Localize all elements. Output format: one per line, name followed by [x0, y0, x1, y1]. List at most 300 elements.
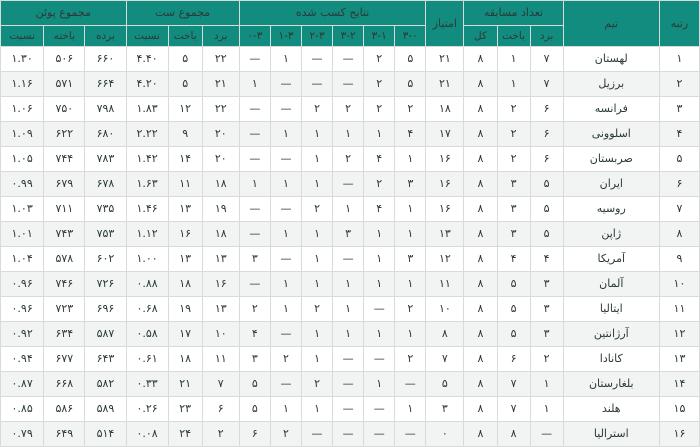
cell-team: صربستان — [563, 147, 659, 172]
cell-result-2-3: ۱ — [302, 172, 333, 197]
cell-result-0-3: ۲ — [239, 297, 270, 322]
cell-points-win: ۷۳۵ — [85, 197, 126, 222]
cell-result-0-3: ۳ — [239, 347, 270, 372]
cell-result-3-1: ۴ — [364, 197, 395, 222]
cell-sets-ratio: ۴.۲۰ — [126, 72, 168, 97]
cell-points-ratio: ۱.۰۵ — [1, 147, 44, 172]
cell-matches-win: ۲ — [530, 347, 563, 372]
cell-matches-loss: ۶ — [497, 347, 530, 372]
cell-points-win: ۶۶۴ — [85, 72, 126, 97]
cell-matches-win: ۱ — [530, 372, 563, 397]
cell-points-ratio: ۰.۸۷ — [1, 372, 44, 397]
col-header-results-group: نتایج کسب شده — [239, 1, 426, 26]
cell-sets-loss: ۱۶ — [168, 222, 202, 247]
cell-result-1-3: ۱ — [270, 122, 301, 147]
cell-result-3-1: ۱ — [364, 247, 395, 272]
cell-points-loss: ۶۳۴ — [44, 322, 85, 347]
cell-matches-total: ۸ — [464, 397, 497, 422]
cell-points: ۰ — [426, 422, 464, 447]
cell-points-loss: ۶۷۷ — [44, 347, 85, 372]
cell-result-2-3: ۲ — [302, 197, 333, 222]
cell-points: ۳ — [426, 397, 464, 422]
cell-matches-win: ۷ — [530, 47, 563, 72]
cell-rank: ۱۳ — [659, 347, 699, 372]
col-header-matches-group: تعداد مسابقه — [464, 1, 563, 26]
cell-matches-total: ۸ — [464, 97, 497, 122]
cell-result-3-2: — — [333, 397, 364, 422]
cell-points: ۱۲ — [426, 247, 464, 272]
cell-result-0-3: — — [239, 272, 270, 297]
cell-result-0-3: ۵ — [239, 397, 270, 422]
cell-result-1-3: ۱ — [270, 397, 301, 422]
cell-sets-ratio: ۲.۲۲ — [126, 122, 168, 147]
cell-result-2-3: — — [302, 47, 333, 72]
cell-result-3-2: ۱ — [333, 197, 364, 222]
cell-result-3-1: ۱ — [364, 272, 395, 297]
cell-points-win: ۶۸۰ — [85, 122, 126, 147]
cell-team: آمریکا — [563, 247, 659, 272]
cell-matches-loss: ۲ — [497, 97, 530, 122]
cell-result-3-0: ۱ — [395, 222, 426, 247]
col-header-points-ratio: نسبت — [1, 26, 44, 47]
cell-result-2-3: ۱ — [302, 122, 333, 147]
cell-matches-loss: ۷ — [497, 397, 530, 422]
cell-points-loss: ۵۰۶ — [44, 47, 85, 72]
cell-sets-ratio: ۱.۴۶ — [126, 197, 168, 222]
cell-points-ratio: ۱.۰۱ — [1, 222, 44, 247]
cell-sets-win: ۲۲ — [202, 47, 239, 72]
cell-points-win: ۵۸۷ — [85, 322, 126, 347]
cell-result-3-0: ۱ — [395, 397, 426, 422]
table-row — [1, 72, 700, 97]
cell-result-3-2: — — [333, 47, 364, 72]
cell-points-loss: ۷۱۱ — [44, 197, 85, 222]
cell-result-3-2: — — [333, 247, 364, 272]
cell-result-3-2: — — [333, 422, 364, 447]
cell-result-2-3: ۱ — [302, 397, 333, 422]
cell-matches-total: ۸ — [464, 47, 497, 72]
cell-rank: ۱۵ — [659, 397, 699, 422]
cell-result-3-2: ۱ — [333, 322, 364, 347]
cell-matches-loss: ۳ — [497, 197, 530, 222]
cell-result-3-1: — — [364, 347, 395, 372]
cell-points-win: ۶۴۳ — [85, 347, 126, 372]
cell-result-3-2: ۳ — [333, 222, 364, 247]
cell-team: ژاپن — [563, 222, 659, 247]
cell-team: اسلوونی — [563, 122, 659, 147]
cell-points-loss: ۶۶۸ — [44, 372, 85, 397]
cell-sets-ratio: ۱.۸۳ — [126, 97, 168, 122]
cell-sets-win: ۲ — [202, 422, 239, 447]
cell-sets-win: ۷ — [202, 372, 239, 397]
col-header-points: امتیاز — [426, 1, 464, 47]
cell-sets-ratio: ۱.۴۲ — [126, 147, 168, 172]
cell-result-0-3: — — [239, 147, 270, 172]
cell-sets-ratio: ۰.۳۳ — [126, 372, 168, 397]
cell-sets-ratio: ۱.۱۲ — [126, 222, 168, 247]
cell-points-win: ۷۵۳ — [85, 222, 126, 247]
cell-sets-loss: ۲۴ — [168, 422, 202, 447]
cell-points-ratio: ۱.۰۳ — [1, 197, 44, 222]
cell-points-ratio: ۰.۹۲ — [1, 322, 44, 347]
cell-matches-win: ۳ — [530, 322, 563, 347]
cell-sets-ratio: ۱.۰۰ — [126, 247, 168, 272]
cell-points: ۱۶ — [426, 197, 464, 222]
col-header-matches-win: برد — [530, 26, 563, 47]
cell-rank: ۲ — [659, 72, 699, 97]
cell-team: روسیه — [563, 197, 659, 222]
cell-result-1-3: ۲ — [270, 347, 301, 372]
cell-result-3-1: ۲ — [364, 172, 395, 197]
cell-points-win: ۷۲۶ — [85, 272, 126, 297]
table-row — [1, 347, 700, 372]
cell-matches-loss: ۱ — [497, 47, 530, 72]
cell-points-ratio: ۰.۹۹ — [1, 172, 44, 197]
cell-sets-win: ۶ — [202, 397, 239, 422]
cell-sets-ratio: ۴.۴۰ — [126, 47, 168, 72]
header-row-groups — [1, 1, 700, 26]
table-row — [1, 372, 700, 397]
cell-result-2-3: — — [302, 422, 333, 447]
cell-sets-loss: ۱۳ — [168, 197, 202, 222]
cell-result-2-3: ۲ — [302, 372, 333, 397]
table-row — [1, 172, 700, 197]
cell-result-3-1: — — [364, 297, 395, 322]
cell-result-3-0: ۲ — [395, 97, 426, 122]
cell-result-3-1: ۱ — [364, 372, 395, 397]
cell-rank: ۶ — [659, 172, 699, 197]
cell-rank: ۳ — [659, 97, 699, 122]
cell-result-3-0: ۲ — [395, 297, 426, 322]
cell-result-2-3: ۱ — [302, 322, 333, 347]
cell-matches-win: ۱ — [530, 397, 563, 422]
table-row — [1, 97, 700, 122]
cell-result-2-3: — — [302, 72, 333, 97]
cell-sets-win: ۱۰ — [202, 322, 239, 347]
cell-result-3-2: ۱ — [333, 272, 364, 297]
cell-result-3-0: — — [395, 422, 426, 447]
cell-result-2-3: ۱ — [302, 247, 333, 272]
cell-sets-loss: ۲۱ — [168, 372, 202, 397]
cell-rank: ۸ — [659, 222, 699, 247]
col-header-result-1-3: ۱-۳ — [270, 26, 301, 47]
cell-result-1-3: ۱ — [270, 172, 301, 197]
cell-sets-win: ۱۹ — [202, 197, 239, 222]
cell-result-0-3: ۱ — [239, 172, 270, 197]
cell-result-3-1: — — [364, 397, 395, 422]
cell-points: ۱۰ — [426, 297, 464, 322]
cell-matches-win: ۶ — [530, 147, 563, 172]
cell-rank: ۱۴ — [659, 372, 699, 397]
cell-points-ratio: ۱.۰۴ — [1, 247, 44, 272]
cell-result-3-2: ۱ — [333, 297, 364, 322]
cell-matches-total: ۸ — [464, 322, 497, 347]
cell-sets-loss: ۱۲ — [168, 97, 202, 122]
cell-result-1-3: ۱ — [270, 272, 301, 297]
cell-result-1-3: — — [270, 322, 301, 347]
cell-points: ۱۷ — [426, 122, 464, 147]
col-header-points-loss: باخته — [44, 26, 85, 47]
table-row — [1, 122, 700, 147]
col-header-points-win: برده — [85, 26, 126, 47]
cell-matches-loss: ۱ — [497, 72, 530, 97]
cell-result-2-3: ۲ — [302, 97, 333, 122]
cell-result-3-0: ۱ — [395, 197, 426, 222]
cell-matches-total: ۸ — [464, 72, 497, 97]
cell-matches-win: ۵ — [530, 197, 563, 222]
cell-rank: ۵ — [659, 147, 699, 172]
cell-matches-win: ۳ — [530, 272, 563, 297]
cell-sets-win: ۱۱ — [202, 347, 239, 372]
cell-rank: ۱۲ — [659, 322, 699, 347]
col-header-sets-win: برد — [202, 26, 239, 47]
cell-points-ratio: ۰.۹۴ — [1, 347, 44, 372]
cell-team: لهستان — [563, 47, 659, 72]
cell-result-2-3: ۱ — [302, 147, 333, 172]
table-body — [1, 47, 700, 447]
cell-rank: ۱۶ — [659, 422, 699, 447]
cell-points: ۷ — [426, 347, 464, 372]
cell-result-3-2: ۲ — [333, 97, 364, 122]
cell-points-loss: ۷۴۶ — [44, 272, 85, 297]
cell-result-3-0: ۱ — [395, 322, 426, 347]
cell-result-1-3: — — [270, 247, 301, 272]
cell-points: ۱۸ — [426, 97, 464, 122]
cell-rank: ۹ — [659, 247, 699, 272]
cell-matches-total: ۸ — [464, 122, 497, 147]
cell-matches-total: ۸ — [464, 172, 497, 197]
cell-points-loss: ۵۷۱ — [44, 72, 85, 97]
cell-result-3-0: ۳ — [395, 247, 426, 272]
cell-result-2-3: ۲ — [302, 297, 333, 322]
table-row — [1, 222, 700, 247]
cell-result-3-2: — — [333, 372, 364, 397]
cell-matches-total: ۸ — [464, 372, 497, 397]
cell-result-3-2: — — [333, 347, 364, 372]
cell-sets-win: ۱۶ — [202, 272, 239, 297]
cell-sets-loss: ۵ — [168, 72, 202, 97]
cell-points-ratio: ۱.۳۰ — [1, 47, 44, 72]
cell-matches-win: ۴ — [530, 247, 563, 272]
cell-matches-win: ۶ — [530, 97, 563, 122]
cell-points: ۱۱ — [426, 272, 464, 297]
cell-matches-win: ۳ — [530, 297, 563, 322]
cell-result-1-3: — — [270, 372, 301, 397]
cell-points-ratio: ۱.۰۶ — [1, 97, 44, 122]
cell-points-win: ۶۶۰ — [85, 47, 126, 72]
cell-sets-ratio: ۰.۶۱ — [126, 347, 168, 372]
cell-result-3-0: ۱ — [395, 147, 426, 172]
cell-matches-loss: ۷ — [497, 372, 530, 397]
cell-points: ۱۶ — [426, 172, 464, 197]
col-header-result-3-0: ۳-۰ — [395, 26, 426, 47]
cell-points-win: ۶۰۲ — [85, 247, 126, 272]
cell-sets-win: ۱۸ — [202, 172, 239, 197]
cell-result-0-3: ۳ — [239, 247, 270, 272]
cell-result-3-2: — — [333, 72, 364, 97]
cell-matches-win: ۵ — [530, 172, 563, 197]
cell-result-0-3: — — [239, 222, 270, 247]
cell-result-3-1: — — [364, 422, 395, 447]
cell-points: ۸ — [426, 322, 464, 347]
cell-sets-loss: ۱۸ — [168, 272, 202, 297]
cell-sets-win: ۲۰ — [202, 147, 239, 172]
cell-matches-loss: ۵ — [497, 272, 530, 297]
cell-matches-loss: ۲ — [497, 122, 530, 147]
cell-points-ratio: ۱.۰۹ — [1, 122, 44, 147]
cell-result-3-2: ۲ — [333, 147, 364, 172]
cell-result-3-0: ۳ — [395, 172, 426, 197]
cell-points-ratio: ۱.۱۶ — [1, 72, 44, 97]
cell-rank: ۱۱ — [659, 297, 699, 322]
cell-matches-total: ۸ — [464, 147, 497, 172]
cell-sets-loss: ۱۱ — [168, 172, 202, 197]
cell-matches-loss: ۴ — [497, 247, 530, 272]
table-row — [1, 247, 700, 272]
table-row — [1, 297, 700, 322]
cell-points-loss: ۵۷۸ — [44, 247, 85, 272]
cell-matches-loss: ۳ — [497, 172, 530, 197]
cell-matches-loss: ۸ — [497, 422, 530, 447]
cell-matches-total: ۸ — [464, 247, 497, 272]
cell-team: استرالیا — [563, 422, 659, 447]
cell-sets-ratio: ۱.۶۳ — [126, 172, 168, 197]
cell-matches-total: ۸ — [464, 347, 497, 372]
cell-result-3-0: ۱ — [395, 272, 426, 297]
cell-points-ratio: ۰.۹۶ — [1, 272, 44, 297]
cell-team: هلند — [563, 397, 659, 422]
cell-points-win: ۵۱۴ — [85, 422, 126, 447]
cell-matches-win: ۷ — [530, 72, 563, 97]
cell-points: ۵ — [426, 372, 464, 397]
cell-rank: ۱۰ — [659, 272, 699, 297]
col-header-team: تیم — [563, 1, 659, 47]
cell-result-3-0: ۵ — [395, 72, 426, 97]
cell-points-loss: ۶۷۹ — [44, 172, 85, 197]
cell-points-ratio: ۰.۷۹ — [1, 422, 44, 447]
cell-team: آلمان — [563, 272, 659, 297]
cell-sets-loss: ۱۹ — [168, 297, 202, 322]
cell-result-3-1: ۴ — [364, 147, 395, 172]
cell-sets-win: ۱۳ — [202, 297, 239, 322]
cell-rank: ۱ — [659, 47, 699, 72]
cell-team: ایتالیا — [563, 297, 659, 322]
cell-result-1-3: — — [270, 147, 301, 172]
table-header — [1, 1, 700, 47]
table-row — [1, 422, 700, 447]
cell-points-loss: ۶۲۲ — [44, 122, 85, 147]
col-header-sets-ratio: نسبت — [126, 26, 168, 47]
cell-result-3-0: ۴ — [395, 122, 426, 147]
cell-team: کانادا — [563, 347, 659, 372]
cell-rank: ۴ — [659, 122, 699, 147]
cell-sets-win: ۲۲ — [202, 97, 239, 122]
cell-points-loss: ۶۴۹ — [44, 422, 85, 447]
cell-points-loss: ۷۴۳ — [44, 222, 85, 247]
cell-result-2-3: ۱ — [302, 347, 333, 372]
cell-matches-win: — — [530, 422, 563, 447]
cell-points: ۱۳ — [426, 222, 464, 247]
cell-sets-win: ۲۱ — [202, 72, 239, 97]
cell-result-3-0: ۵ — [395, 47, 426, 72]
cell-points-win: ۶۷۸ — [85, 172, 126, 197]
cell-points: ۲۱ — [426, 72, 464, 97]
cell-matches-total: ۸ — [464, 222, 497, 247]
col-header-matches-loss: باخت — [497, 26, 530, 47]
cell-sets-loss: ۲۳ — [168, 397, 202, 422]
cell-sets-loss: ۱۷ — [168, 322, 202, 347]
cell-points-loss: ۵۸۶ — [44, 397, 85, 422]
table-row — [1, 47, 700, 72]
cell-result-1-3: ۱ — [270, 222, 301, 247]
cell-result-1-3: — — [270, 197, 301, 222]
cell-sets-win: ۱۸ — [202, 222, 239, 247]
cell-matches-loss: ۵ — [497, 322, 530, 347]
col-header-result-3-1: ۳-۱ — [364, 26, 395, 47]
cell-points-win: ۷۹۸ — [85, 97, 126, 122]
cell-result-3-1: ۱ — [364, 322, 395, 347]
cell-result-3-1: ۲ — [364, 72, 395, 97]
cell-points: ۲۱ — [426, 47, 464, 72]
cell-points-loss: ۷۴۴ — [44, 147, 85, 172]
cell-points-win: ۷۸۳ — [85, 147, 126, 172]
cell-points-loss: ۷۵۰ — [44, 97, 85, 122]
cell-result-3-1: ۲ — [364, 47, 395, 72]
cell-result-0-3: — — [239, 47, 270, 72]
cell-result-3-1: ۱ — [364, 222, 395, 247]
cell-sets-win: ۲۰ — [202, 122, 239, 147]
cell-team: آرژانتین — [563, 322, 659, 347]
cell-result-1-3: ۲ — [270, 422, 301, 447]
cell-result-0-3: — — [239, 197, 270, 222]
cell-team: فرانسه — [563, 97, 659, 122]
cell-result-2-3: ۱ — [302, 272, 333, 297]
cell-result-3-0: ۲ — [395, 347, 426, 372]
cell-points-win: ۵۸۲ — [85, 372, 126, 397]
cell-result-0-3: — — [239, 122, 270, 147]
cell-sets-loss: ۱۴ — [168, 147, 202, 172]
cell-result-0-3: ۵ — [239, 372, 270, 397]
cell-result-0-3: ۱ — [239, 72, 270, 97]
cell-result-3-1: ۲ — [364, 97, 395, 122]
cell-result-0-3: ۶ — [239, 422, 270, 447]
col-header-result-3-2: ۳-۲ — [333, 26, 364, 47]
cell-team: ایران — [563, 172, 659, 197]
cell-matches-win: ۵ — [530, 222, 563, 247]
col-header-rank: رتبه — [659, 1, 699, 47]
cell-result-0-3: ۴ — [239, 322, 270, 347]
cell-points-win: ۶۹۶ — [85, 297, 126, 322]
table-row — [1, 197, 700, 222]
col-header-result-2-3: ۲-۳ — [302, 26, 333, 47]
cell-matches-loss: ۳ — [497, 222, 530, 247]
cell-matches-loss: ۲ — [497, 147, 530, 172]
cell-sets-loss: ۱۳ — [168, 247, 202, 272]
cell-sets-ratio: ۰.۶۸ — [126, 297, 168, 322]
cell-result-3-0: — — [395, 372, 426, 397]
cell-result-1-3: — — [270, 72, 301, 97]
table-row — [1, 322, 700, 347]
col-header-points-group: مجموع پوئن — [1, 1, 127, 26]
cell-result-3-2: ۱ — [333, 122, 364, 147]
cell-result-3-1: ۱ — [364, 122, 395, 147]
cell-sets-ratio: ۰.۲۶ — [126, 397, 168, 422]
cell-sets-ratio: ۰.۰۸ — [126, 422, 168, 447]
cell-result-1-3: — — [270, 97, 301, 122]
cell-result-0-3: — — [239, 97, 270, 122]
cell-result-1-3: ۱ — [270, 47, 301, 72]
cell-sets-ratio: ۰.۸۸ — [126, 272, 168, 297]
